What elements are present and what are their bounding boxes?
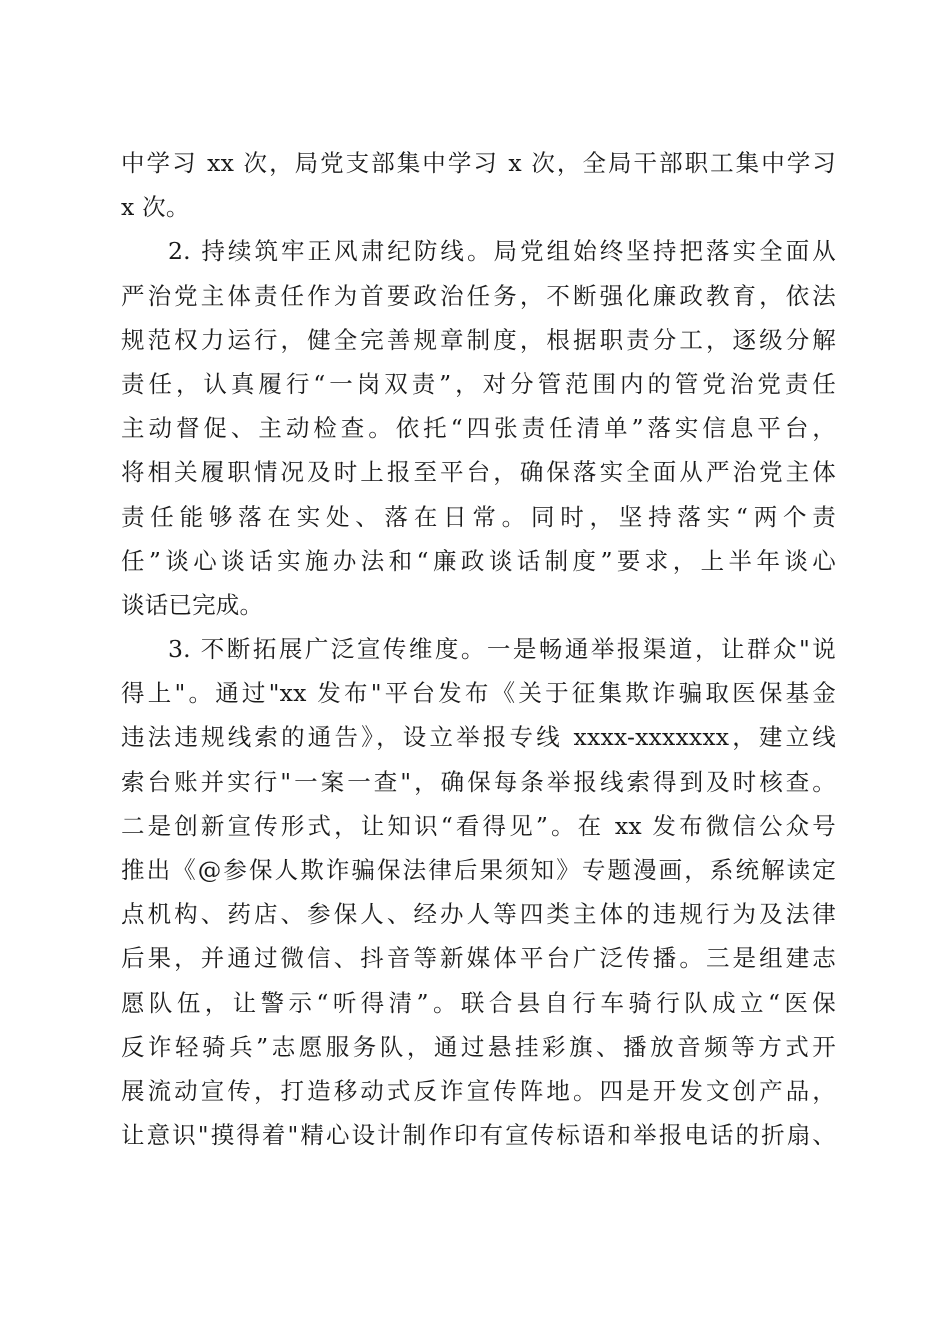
text-line: 责任能够落在实处、落在日常。同时，坚持落实“两个责	[121, 502, 836, 531]
text-line: 展流动宣传，打造移动式反诈宣传阵地。四是开发文创产品，	[121, 1076, 836, 1105]
text-line: 将相关履职情况及时上报至平台，确保落实全面从严治党主体	[121, 458, 836, 487]
text-line: 规范权力运行，健全完善规章制度，根据职责分工，逐级分解	[121, 325, 836, 354]
text-line: 二是创新宣传形式，让知识“看得见”。在 xx 发布微信公众号	[121, 811, 836, 840]
text-line: 后果，并通过微信、抖音等新媒体平台广泛传播。三是组建志	[121, 944, 836, 973]
paragraph-heading-3: 3. 不断拓展广泛宣传维度。一是畅通举报渠道，让群众"说	[168, 635, 836, 664]
text-line: 索台账并实行"一案一查"，确保每条举报线索得到及时核查。	[121, 767, 836, 796]
document-body	[121, 141, 836, 1157]
text-line: 愿队伍，让警示“听得清”。联合县自行车骑行队成立“医保	[121, 988, 836, 1017]
text-line: 违法违规线索的通告》，设立举报专线 xxxx-xxxxxxx，建立线	[121, 723, 836, 752]
paragraph-heading-2: 2. 持续筑牢正风肃纪防线。局党组始终坚持把落实全面从	[168, 237, 836, 266]
text-line: 中学习 xx 次，局党支部集中学习 x 次，全局干部职工集中学习	[121, 149, 836, 177]
text-line: 得上"。通过"xx 发布"平台发布《关于征集欺诈骗取医保基金	[121, 679, 836, 708]
text-line: 推出《@参保人欺诈骗保法律后果须知》专题漫画，系统解读定	[121, 856, 836, 884]
text-line: 任”谈心谈话实施办法和“廉政谈话制度”要求，上半年谈心	[121, 546, 836, 575]
text-line: 谈话已完成。	[121, 590, 264, 619]
text-line: 让意识"摸得着"精心设计制作印有宣传标语和举报电话的折扇、	[121, 1121, 836, 1150]
text-line: 严治党主体责任作为首要政治任务，不断强化廉政教育，依法	[121, 281, 836, 310]
text-line: 责任，认真履行“一岗双责”，对分管范围内的管党治党责任	[121, 369, 836, 398]
text-line: 点机构、药店、参保人、经办人等四类主体的违规行为及法律	[121, 900, 836, 929]
text-line: 主动督促、主动检查。依托“四张责任清单”落实信息平台，	[121, 414, 836, 443]
text-line: x 次。	[121, 193, 190, 222]
text-line: 反诈轻骑兵”志愿服务队，通过悬挂彩旗、播放音频等方式开	[121, 1032, 836, 1061]
